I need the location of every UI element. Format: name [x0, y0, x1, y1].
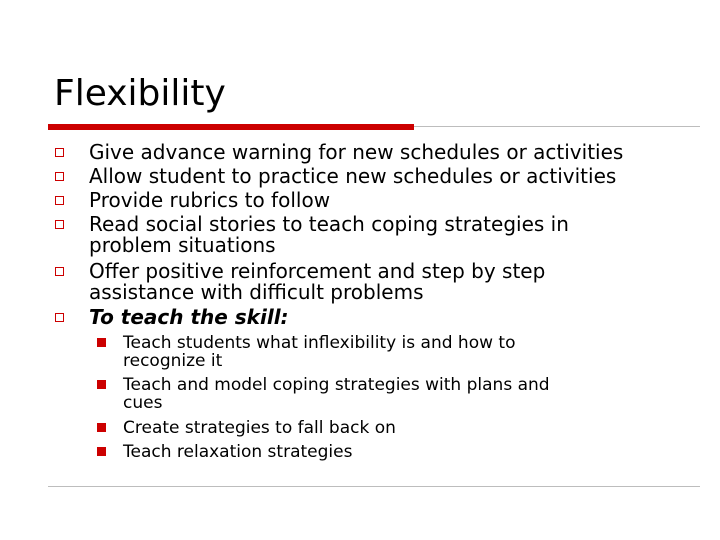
- bullet-text: Provide rubrics to follow: [89, 188, 331, 212]
- bullet-text-line-2: assistance with difficult problems: [89, 280, 424, 304]
- sub-bullet-text-line-2: recognize it: [123, 351, 223, 371]
- bullet-heading: To teach the skill:: [89, 305, 289, 329]
- bullet-text-line-2: problem situations: [89, 233, 276, 257]
- sub-bullet-text: Create strategies to fall back on: [123, 418, 396, 438]
- hollow-square-bullet-icon: [55, 220, 64, 229]
- hollow-square-bullet-icon: [55, 196, 64, 205]
- filled-square-bullet-icon: [97, 380, 106, 389]
- bullet-text-line-1: Offer positive reinforcement and step by step: [89, 259, 546, 283]
- filled-square-bullet-icon: [97, 447, 106, 456]
- slide-title: Flexibility: [54, 73, 226, 114]
- filled-square-bullet-icon: [97, 338, 106, 347]
- hollow-square-bullet-icon: [55, 148, 64, 157]
- bullet-text: Allow student to practice new schedules or activities: [89, 164, 617, 188]
- hollow-square-bullet-icon: [55, 313, 64, 322]
- hollow-square-bullet-icon: [55, 172, 64, 181]
- footer-divider-line: [48, 486, 700, 487]
- title-accent-bar: [48, 124, 414, 130]
- sub-bullet-text-line-2: cues: [123, 393, 163, 413]
- sub-bullet-text: Teach relaxation strategies: [123, 442, 353, 462]
- bullet-text: Give advance warning for new schedules or activities: [89, 140, 624, 164]
- bullet-text-line-1: Read social stories to teach coping strategies in: [89, 212, 569, 236]
- hollow-square-bullet-icon: [55, 267, 64, 276]
- sub-bullet-text-line-1: Teach students what inflexibility is and how to: [123, 333, 516, 353]
- filled-square-bullet-icon: [97, 423, 106, 432]
- sub-bullet-text-line-1: Teach and model coping strategies with plans and: [123, 375, 550, 395]
